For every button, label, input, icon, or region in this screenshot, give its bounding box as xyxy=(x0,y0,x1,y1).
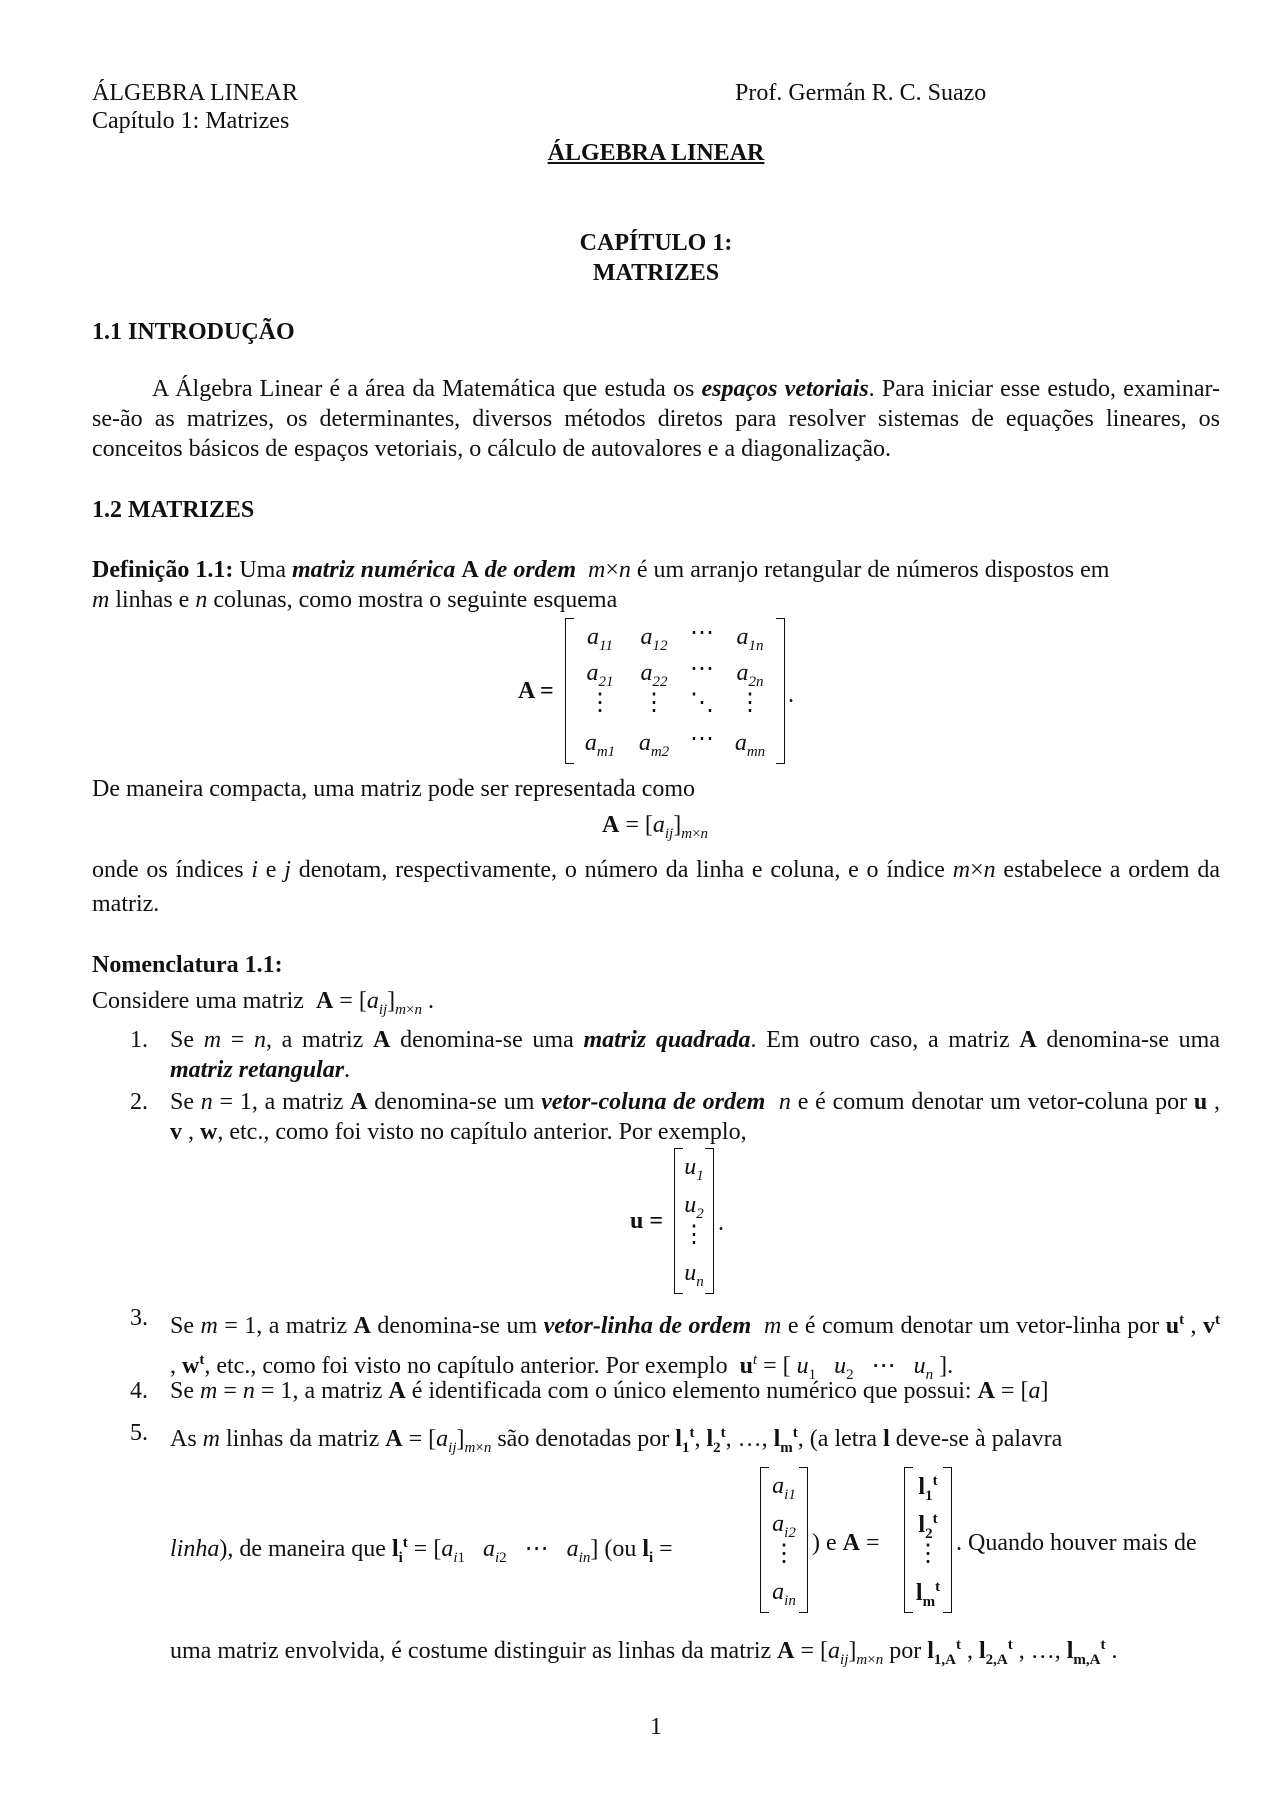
i2c: denomina-se um xyxy=(367,1089,542,1115)
rows-matrix-A: $l_1^t$ $l_2^t$ ⋮ $l_m^t$ xyxy=(904,1467,952,1613)
header-author: Prof. Germán R. C. Suazo xyxy=(735,80,987,106)
i5g: ), de maneira que xyxy=(219,1536,392,1562)
i3-em: vetor-linha de ordem xyxy=(543,1313,752,1339)
i5f: linha xyxy=(170,1536,220,1562)
def-text-e: colunas, como mostra o seguinte esquema xyxy=(207,587,618,613)
i5h: (ou xyxy=(598,1536,643,1562)
i4b: , a matriz xyxy=(292,1378,389,1404)
item-5-line-2c: . Quando houver mais de xyxy=(956,1530,1197,1556)
definition-paragraph: Definição 1.1: Uma matriz numérica A de ordem m×n é um arranjo retangular de números dispostos em m linhas e n colunas, como mostra o seguinte esquema xyxy=(92,557,1110,613)
chapter-line-1: CAPÍTULO 1: xyxy=(579,230,733,256)
item-5-line-3: uma matriz envolvida, é costume distinguir as linhas da matriz $A = [a_{ij}]_{m\times n}$ por $l_{1,A}^t$ , $l_{2,A}^t$ , …, $l_{m,A}^t$ . xyxy=(170,1637,1118,1668)
general-matrix: $a_{11}$ $a_{12}$ ⋯ $a_{1n}$ $a_{21}$ $a_{22}$ ⋯ $a_{2n}$ ⋮ ⋮ ⋱ ⋮ $a_{m1}$ $a_{m2}$ ⋯ $a_{mn}$ xyxy=(565,618,785,764)
item-1-text: Se m = n, a matriz A denomina-se uma matriz quadrada. Em outro caso, a matriz A denomina-se uma matriz retangular. xyxy=(170,1027,1221,1083)
page-title: ÁLGEBRA LINEAR xyxy=(547,140,765,166)
vector-u-label: u = xyxy=(630,1208,664,1234)
item-4-number: 4. xyxy=(130,1378,148,1404)
i1e: denomina-se uma xyxy=(1036,1027,1221,1053)
i3e: , etc., como foi visto no capítulo anterior. Por exemplo xyxy=(204,1353,728,1379)
definition-label: Definição 1.1: xyxy=(92,557,234,583)
item-2-number: 2. xyxy=(130,1089,148,1115)
item-4-text: Se m = n = 1, a matriz A é identificada com o único elemento numérico que possui: A = [a] xyxy=(170,1378,1049,1404)
i1b: , a matriz xyxy=(265,1027,374,1053)
intro-paragraph xyxy=(92,374,1220,464)
i4c: é identificada com o único elemento numérico que possui: xyxy=(405,1378,978,1404)
i1c: denomina-se uma xyxy=(390,1027,584,1053)
item-5-line-2a: linha), de maneira que $l_i^t = [a_{i1}$ $a_{i2}$ ⋯ $a_{in}$] (ou $l_i$ = xyxy=(170,1535,673,1566)
compact-formula: $A = [a_{ij}]_{m\times n}$ xyxy=(602,812,709,842)
i3d: e é comum denotar um vetor-linha por xyxy=(781,1313,1166,1339)
item-3-number: 3. xyxy=(130,1305,148,1331)
i2d: e é comum denotar um vetor-coluna por xyxy=(790,1089,1194,1115)
i1-em: matriz quadrada xyxy=(583,1027,751,1053)
def-text-d: linhas e xyxy=(109,587,196,613)
i1-em2: matriz retangular xyxy=(170,1057,345,1083)
period-u: . xyxy=(718,1210,724,1236)
period: . xyxy=(788,682,794,708)
column-vector-li: $a_{i1}$ $a_{i2}$ ⋮ $a_{in}$ xyxy=(760,1467,808,1613)
i1f: . xyxy=(344,1057,351,1083)
i2b: , a matriz xyxy=(251,1089,351,1115)
section-heading-intro: 1.1 INTRODUÇÃO xyxy=(92,319,295,345)
i2a: Se xyxy=(170,1089,201,1115)
def-text-c: é um arranjo retangular de números dispostos em xyxy=(630,557,1110,583)
i5c: são denotadas por xyxy=(491,1426,676,1452)
i3a: Se xyxy=(170,1313,201,1339)
i5e: deve-se à palavra xyxy=(889,1426,1063,1452)
i5i: ) e xyxy=(812,1530,843,1556)
item-5-line-2b: ) e A = xyxy=(812,1530,880,1556)
item-5-number: 5. xyxy=(130,1420,148,1446)
header-chapter: Capítulo 1: Matrizes xyxy=(92,108,290,134)
item-3-text: Se m = 1, a matriz A denomina-se um vetor-linha de ordem m e é comum denotar um vetor-linha por $u^t$ , $v^t$ , $w^t$, etc., como foi visto no capítulo anterior. Por exemplo $u^t$ = [ $u_1$ $u_2$ ⋯ $u_n$ ]. xyxy=(170,1312,1220,1383)
i1a: Se xyxy=(170,1027,204,1053)
intro-text-a: A Álgebra Linear é a área da Matemática que estuda os xyxy=(152,376,702,402)
nomenclature-intro: Considere uma matriz $A = [a_{ij}]_{m\times n}$ . xyxy=(92,988,434,1018)
section-heading-matrizes: 1.2 MATRIZES xyxy=(92,497,255,523)
matrix-A-label: A = xyxy=(518,678,554,704)
item-5-line-1: As m linhas da matriz $A = [a_{ij}]_{m\times n}$ são denotadas por $l_1^t$, $l_2^t$, …, $l_m^t$, (a letra l deve-se à palavra xyxy=(170,1425,1063,1456)
def-text-b: de ordem xyxy=(478,557,576,583)
indices-paragraph: onde os índices i e j denotam, respectivamente, o número da linha e coluna, e o índice m×n estabelece a ordem da matriz. xyxy=(92,857,1220,917)
consider-text: Considere uma matriz xyxy=(92,988,304,1014)
chapter-line-2: MATRIZES xyxy=(592,260,720,286)
i5a: As xyxy=(170,1426,203,1452)
i3c: denomina-se um xyxy=(370,1313,544,1339)
intro-emphasis: espaços vetoriais xyxy=(701,376,869,402)
i4a: Se xyxy=(170,1378,200,1404)
intro-text-b: . Para iniciar esse estudo, examinar-se-ão as matrizes, os determinantes, diversos métodos diretos para resolver sistemas de equações lineares, os conceitos básicos de espaços vetoriais, o cálculo de autovalores e a diagonalização. xyxy=(92,376,1221,462)
i2-em: vetor-coluna de ordem xyxy=(541,1089,766,1115)
indices-b: e xyxy=(258,857,285,883)
item-1-number: 1. xyxy=(130,1027,148,1053)
i2e: , etc., como foi visto no capítulo anterior. Por exemplo, xyxy=(217,1119,747,1145)
i5k: uma matriz envolvida, é costume distinguir as linhas da matriz xyxy=(170,1638,778,1664)
i5l: por xyxy=(889,1638,928,1664)
column-vector-u: $u_1$ $u_2$ ⋮ $u_n$ xyxy=(674,1148,714,1294)
compact-text: De maneira compacta, uma matriz pode ser representada como xyxy=(92,776,696,802)
def-emphasis: matriz numérica xyxy=(291,557,456,583)
nomenclature-heading: Nomenclatura 1.1: xyxy=(92,952,283,978)
page-number: 1 xyxy=(650,1714,662,1740)
i5b: linhas da matriz xyxy=(220,1426,386,1452)
i1d: . Em outro caso, a matriz xyxy=(750,1027,1020,1053)
i5d: , (a letra xyxy=(797,1426,884,1452)
header-title: ÁLGEBRA LINEAR xyxy=(92,80,298,106)
def-text-a: Uma xyxy=(233,557,292,583)
i3b: , a matriz xyxy=(256,1313,354,1339)
indices-c: denotam, respectivamente, o número da linha e coluna, e o índice xyxy=(290,857,953,883)
indices-d: estabelece a ordem da matriz. xyxy=(92,857,1220,917)
item-2-text: Se n = 1, a matriz A denomina-se um vetor-coluna de ordem n e é comum denotar um vetor-coluna por u , v , w, etc., como foi visto no capítulo anterior. Por exemplo, xyxy=(170,1089,1221,1145)
indices-a: onde os índices xyxy=(92,857,252,883)
